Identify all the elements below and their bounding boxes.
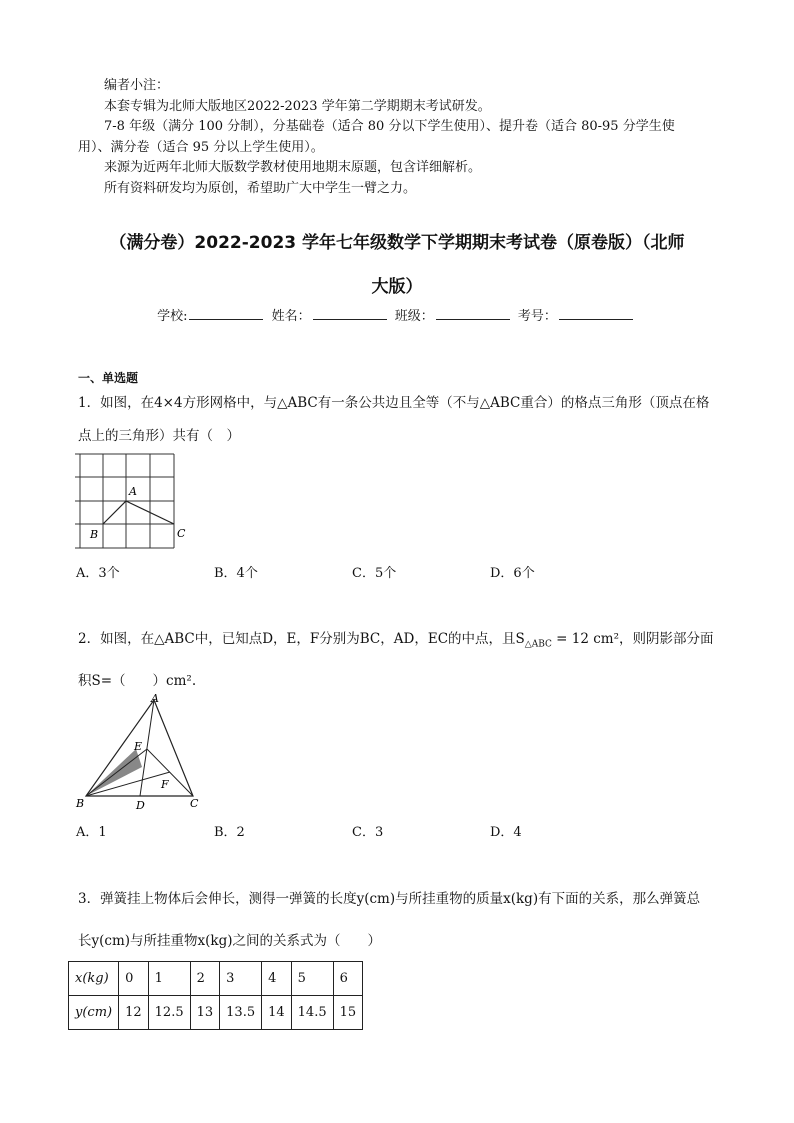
question-3 <box>78 878 718 962</box>
table-cell: 14.5 <box>291 996 333 1030</box>
question-1 <box>78 387 718 453</box>
q2-option-a[interactable]: A．1 <box>76 825 107 840</box>
q1-option-b[interactable]: B．4个 <box>214 566 258 581</box>
q2-label-b: B <box>76 797 85 810</box>
table-row-head: x(kg) <box>69 962 119 996</box>
title-line-2: 大版） <box>371 277 423 297</box>
q1-label-b: B <box>90 528 99 541</box>
section-heading: 一、单选题 <box>78 371 139 385</box>
table-cell: 14 <box>262 996 292 1030</box>
note-heading: 编者小注： <box>104 78 170 93</box>
table-cell: 12 <box>119 996 149 1030</box>
school-blank[interactable] <box>189 307 263 320</box>
q2-label-d: D <box>136 799 145 810</box>
q1-option-a[interactable]: A．3个 <box>76 566 120 581</box>
note-line-4: 所有资料研发均为原创，希望助广大中学生一臂之力。 <box>104 180 417 196</box>
q1-text-line-2: 点上的三角形）共有（ ） <box>78 428 240 444</box>
q2-label-c: C <box>190 797 199 810</box>
student-info <box>0 305 794 324</box>
q3-data-table <box>68 961 363 1030</box>
q2-label-a: A <box>151 692 159 705</box>
q2-text-sub: △ABC <box>524 639 552 650</box>
class-label: 班级： <box>394 309 434 324</box>
table-cell: 0 <box>119 962 149 996</box>
q3-text-line-2: 长y(cm)与所挂重物x(kg)之间的关系式为（ ） <box>78 933 381 949</box>
class-blank[interactable] <box>436 307 510 320</box>
q2-segment-bf <box>86 772 170 796</box>
q2-text-line-1 <box>78 621 718 663</box>
title-line-1: （满分卷）2022-2023 学年七年级数学下学期期末考试卷（原卷版）（北师 <box>109 233 685 253</box>
q2-option-d[interactable]: D．4 <box>490 825 522 840</box>
table-cell: 6 <box>333 962 363 996</box>
q1-triangle-abc <box>103 501 174 524</box>
q1-grid-figure <box>70 452 195 552</box>
school-label: 学校: <box>157 309 188 324</box>
table-cell: 3 <box>220 962 262 996</box>
table-cell: 4 <box>262 962 292 996</box>
number-label: 考号： <box>517 309 557 324</box>
number-blank[interactable] <box>559 307 633 320</box>
q2-text-a: 2．如图，在△ABC中，已知点D，E，F分别为BC，AD，EC的中点，且S <box>78 631 525 647</box>
editor-note <box>78 76 738 199</box>
q1-label-c: C <box>177 527 186 540</box>
note-line-2b: 用）、满分卷（适合 95 分以上学生使用）。 <box>78 139 324 155</box>
q2-option-c[interactable]: C．3 <box>352 825 384 840</box>
table-cell: 5 <box>291 962 333 996</box>
table-cell: 13.5 <box>220 996 262 1030</box>
q2-label-e: E <box>134 740 143 753</box>
question-2 <box>78 621 718 699</box>
table-cell: 2 <box>190 962 220 996</box>
q2-label-f: F <box>161 778 169 791</box>
name-label: 姓名： <box>271 309 311 324</box>
q2-text-line-2: 积S=（ ）cm². <box>78 672 197 689</box>
table-cell: 13 <box>190 996 220 1030</box>
q1-option-d[interactable]: D．6个 <box>490 566 535 581</box>
q2-text-a-end: = 12 cm²，则阴影部分面 <box>551 631 714 647</box>
q2-option-b[interactable]: B．2 <box>214 825 245 840</box>
table-row-head: y(cm) <box>69 996 119 1030</box>
note-line-1: 本套专辑为北师大版地区2022-2023 学年第二学期期末考试研发。 <box>104 98 491 114</box>
q2-triangle-figure <box>74 690 204 810</box>
note-line-2a: 7-8 年级（满分 100 分制），分基础卷（适合 80 分以下学生使用）、提升卷（适合 80-95 分学生使 <box>104 119 675 134</box>
q1-text-line-1: 1．如图，在4×4方形网格中，与△ABC有一条公共边且全等（不与△ABC重合）的格点三角形（顶点在格 <box>78 395 710 411</box>
q1-label-a: A <box>129 485 137 498</box>
table-cell: 12.5 <box>148 996 190 1030</box>
table-cell: 1 <box>148 962 190 996</box>
q1-option-c[interactable]: C．5个 <box>352 566 397 581</box>
name-blank[interactable] <box>313 307 387 320</box>
table-cell: 15 <box>333 996 363 1030</box>
note-line-3: 来源为近两年北师大版数学教材使用地期末原题，包含详细解析。 <box>104 160 482 175</box>
q2-median-ad <box>140 700 154 796</box>
table-row <box>69 996 363 1030</box>
page-title <box>60 221 734 309</box>
table-row <box>69 962 363 996</box>
q3-text-line-1: 3．弹簧挂上物体后会伸长，测得一弹簧的长度y(cm)与所挂重物的质量x(kg)有下面的关系，那么弹簧总 <box>78 891 701 907</box>
